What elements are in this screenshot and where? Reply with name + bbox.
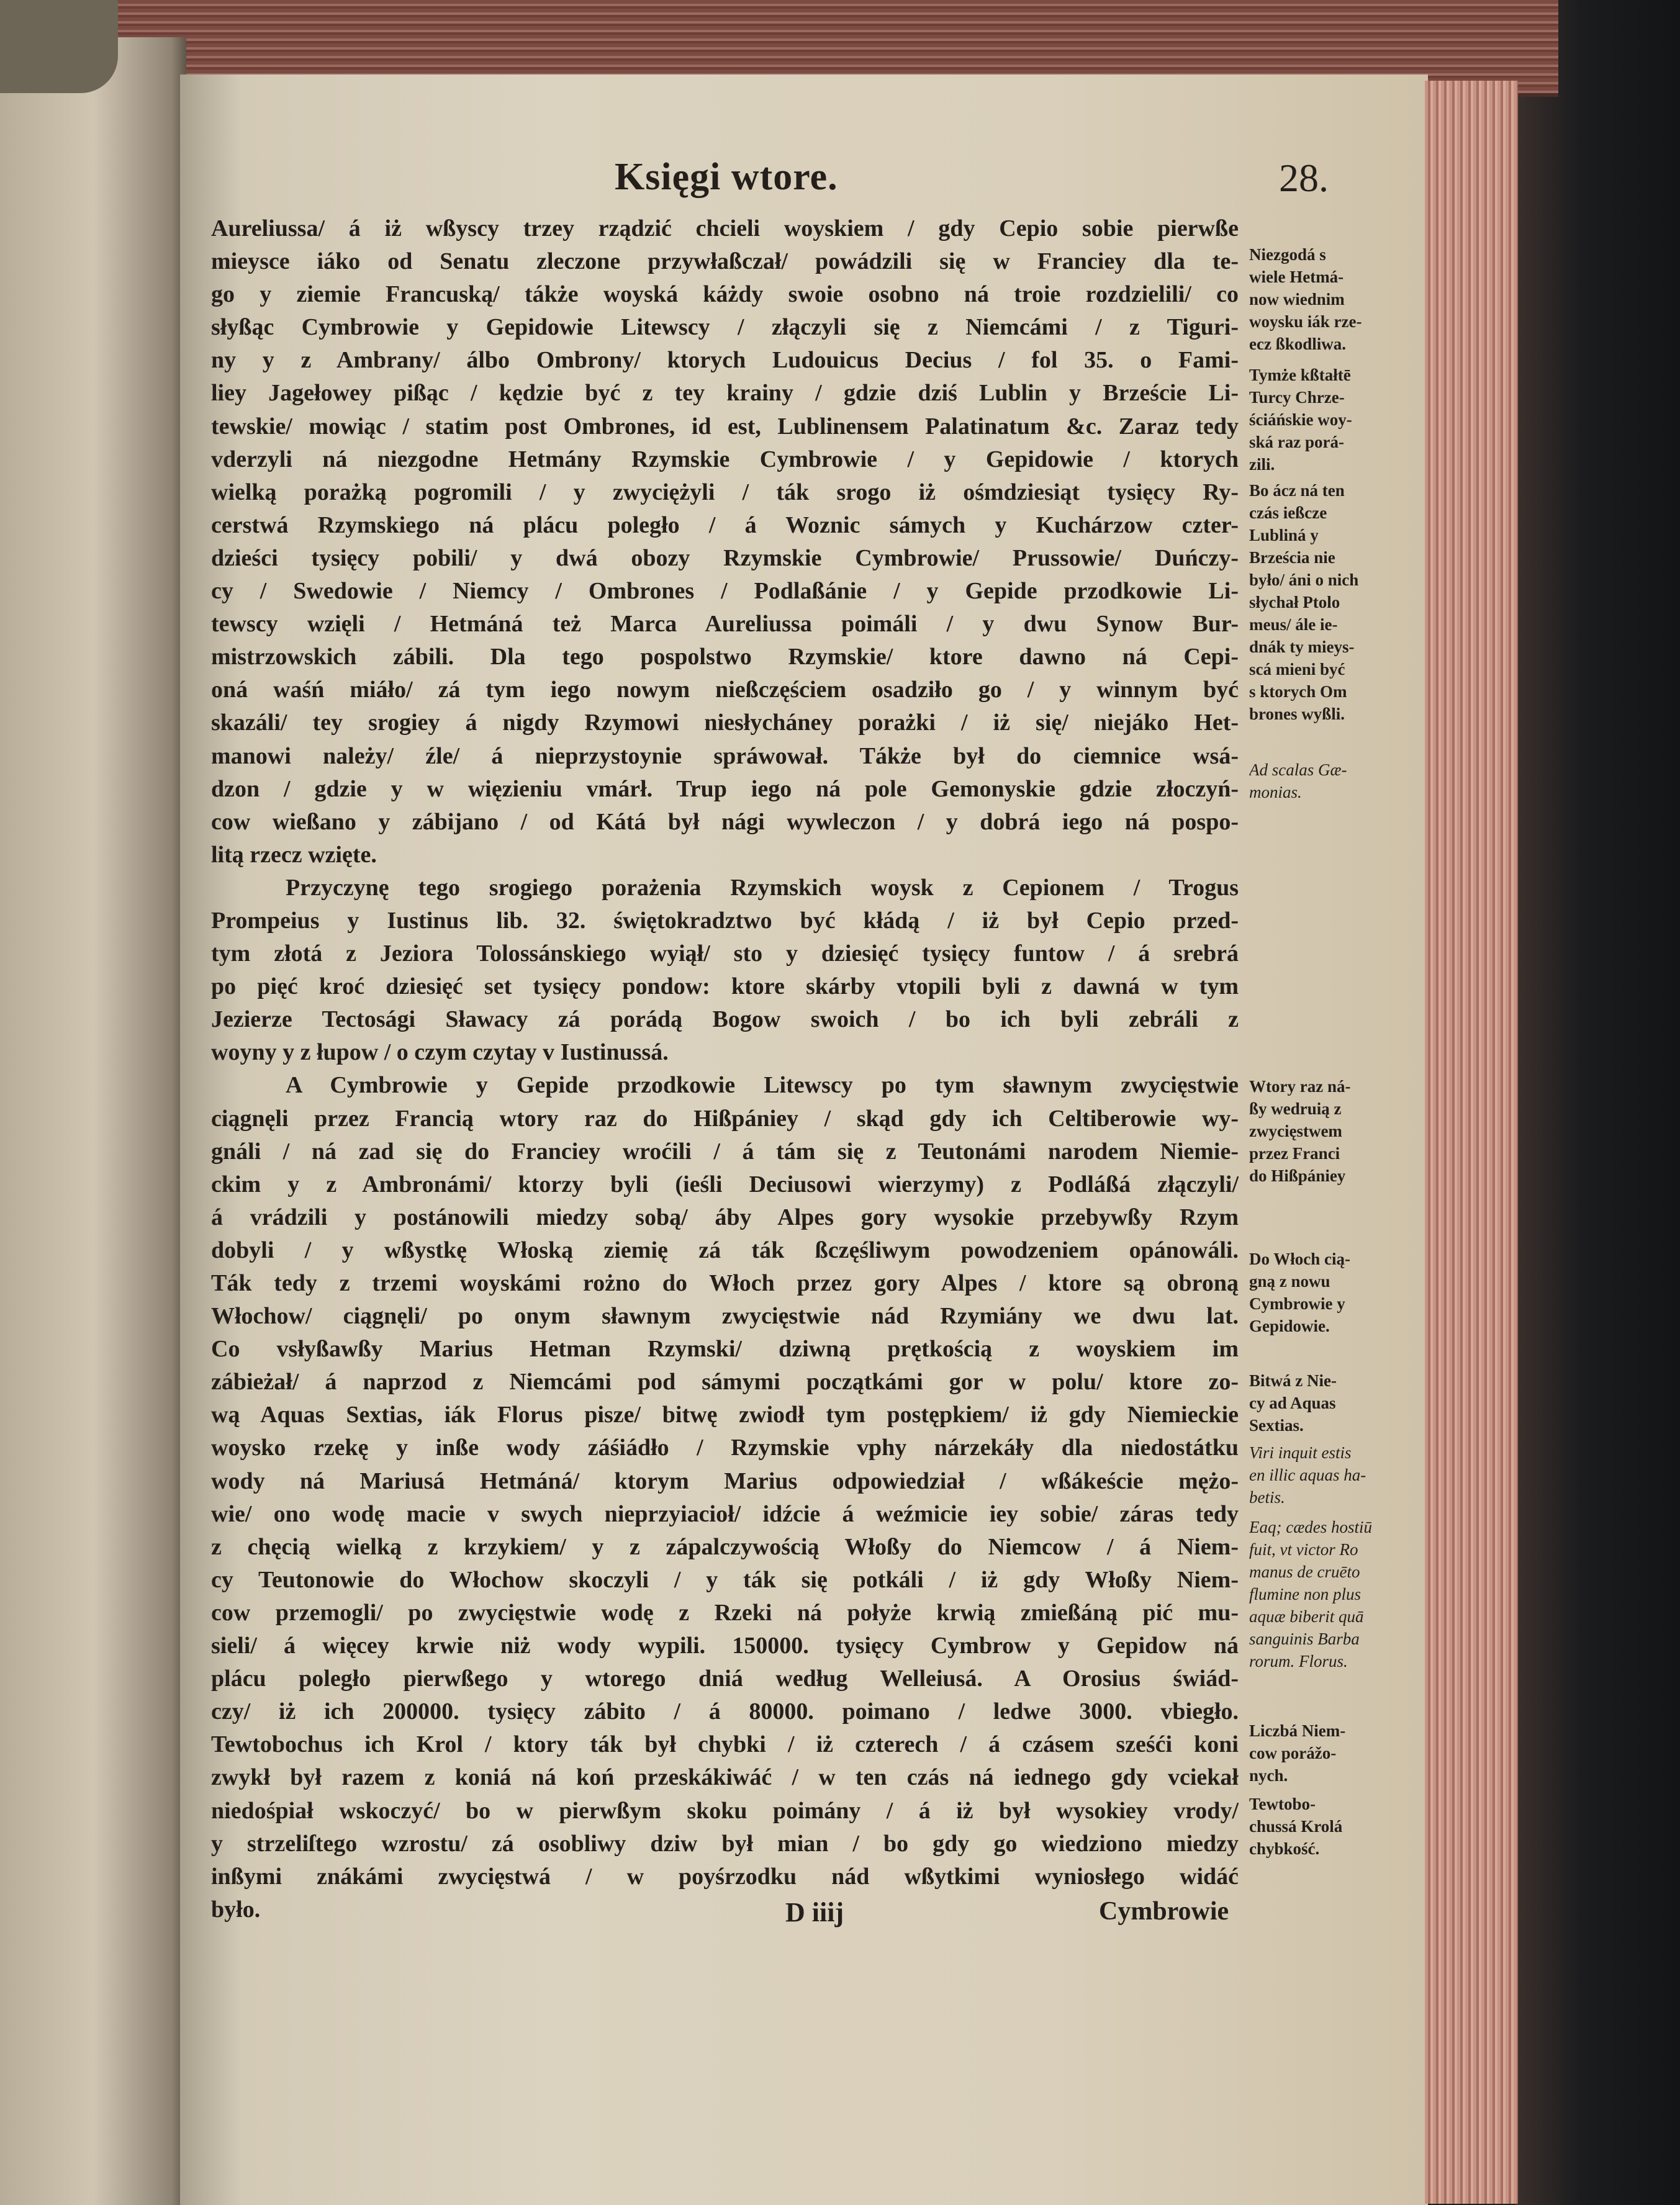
margin-note: [1249, 1793, 1407, 1860]
text-line: cy Teutonowie do Włochow skoczyli / y ták się potkáli / iż gdy Włoßy Niem-: [211, 1566, 1239, 1593]
margin-note-line: brones wyßli.: [1249, 705, 1345, 723]
margin-note-line: cy ad Aquas: [1249, 1394, 1336, 1412]
margin-note-line: sanguinis Barba: [1249, 1630, 1360, 1648]
text-line: gnáli / ná zad się do Franciey wroćili / á tám się z Teutonámi narodem Niemie-: [211, 1138, 1239, 1165]
text-line: skazáli/ tey srogiey á nigdy Rzymowi niesłycháney porażki / iż się/ niejáko Het-: [211, 710, 1239, 736]
text-line: liey Jagełowey pißąc / kędzie być z tey krainy / gdzie dziś Lublin y Brzeście Li-: [211, 380, 1239, 407]
margin-note: [1249, 759, 1407, 803]
text-line: mistrzowskich zábili. Dla tego pospolstwo Rzymskie/ ktore dawno ná Cepi-: [211, 644, 1239, 670]
margin-note-line: Viri inquit estis: [1249, 1443, 1352, 1462]
margin-note-line: Bitwá z Nie-: [1249, 1371, 1337, 1390]
text-line: wie/ ono wodę macie v swych nieprzyiacioł/ idźcie á weźmicie iey sobie/ záras tedy: [211, 1500, 1239, 1527]
text-line: Ták tedy z trzemi woyskámi rożno do Włoch przez gory Alpes / ktore są obroną: [211, 1270, 1239, 1296]
margin-note-line: ská raz porá-: [1249, 433, 1344, 451]
text-line: dobyli / y wßystkę Włoską ziemię zá ták ßczęśliwym powodzeniem opánowáli.: [211, 1237, 1239, 1263]
margin-note-line: ecz ßkodliwa.: [1249, 335, 1347, 353]
margin-note-line: rorum. Florus.: [1249, 1652, 1348, 1671]
margin-note-line: ściáńskie woy-: [1249, 410, 1352, 429]
text-line: A Cymbrowie y Gepide przodkowie Litewscy po tym sławnym zwycięstwie: [286, 1072, 1239, 1099]
margin-note-line: aquæ biberit quā: [1249, 1607, 1364, 1626]
text-line: Tewtobochus ich Krol / ktory ták był chybki / iż czterech / á czásem sześći koni: [211, 1731, 1239, 1758]
margin-note-line: manus de cruēto: [1249, 1562, 1360, 1581]
text-line: cy / Swedowie / Niemcy / Ombrones / Podlaßánie / y Gepide przodkowie Li-: [211, 578, 1239, 605]
margin-note-line: gną z nowu: [1249, 1272, 1330, 1291]
margin-note: [1249, 1369, 1407, 1436]
text-line: á vrádzili y postánowili miedzy sobą/ áby Alpes gory wysokie przebywßy Rzym: [211, 1204, 1239, 1230]
margin-note-line: przez Franci: [1249, 1144, 1340, 1163]
margin-note-line: Ad scalas Gæ-: [1249, 760, 1347, 779]
text-line: po pięć kroć dziesięć set tysięcy pondow: ktore skárby vtopili byli z dawná w tym: [211, 973, 1239, 1000]
text-line: zábieżał/ á naprzod z Niemcámi pod sámymi początkámi gor w polu/ ktore zo-: [211, 1369, 1239, 1396]
text-line: Włochow/ ciągnęli/ po onym sławnym zwycięstwie nád Rzymiány we dwu lat.: [211, 1303, 1239, 1330]
margin-note-line: było/ áni o nich: [1249, 570, 1359, 589]
page-number: 28.: [1279, 156, 1329, 200]
margin-note-line: Turcy Chrze-: [1249, 388, 1345, 407]
margin-note-line: woysku iák rze-: [1249, 312, 1362, 331]
margin-note-line: słychał Ptolo: [1249, 593, 1340, 611]
text-line: sieli/ á więcey krwie niż wody wypili. 150000. tysięcy Cymbrow y Gepidow ná: [211, 1633, 1239, 1659]
text-line: tym złotá z Jeziora Tolossánskiego wyiął/ sto y dziesięć tysięcy funtow / á srebrá: [211, 940, 1239, 967]
text-line: litą rzecz wzięte.: [211, 841, 377, 868]
text-line: zwykł był razem z koniá ná koń przeskákiwáć / w ten czás ná iednego gdy vciekał: [211, 1764, 1239, 1791]
margin-note-line: Tewtobo-: [1249, 1795, 1316, 1813]
signature-mark: D iiij: [785, 1897, 844, 1928]
margin-note-line: cow porážo-: [1249, 1744, 1337, 1762]
margin-note-line: chussá Krolá: [1249, 1817, 1343, 1836]
margin-note-line: czás ießcze: [1249, 503, 1327, 522]
text-line: y strzeliſtego wzrostu/ zá osobliwy dziw był mian / bo gdy go wiedziono miedzy: [211, 1830, 1239, 1857]
margin-note: [1249, 1516, 1407, 1672]
text-line: niedośpiał wskoczyć/ bo w pierwßym skoku poimány / á iż był wysokiey vrody/: [211, 1797, 1239, 1824]
text-line: słyßąc Cymbrowie y Gepidowie Litewscy / złączyli się z Niemcámi / z Tiguri-: [211, 314, 1239, 341]
text-line: vderzyli ná niezgodne Hetmány Rzymskie Cymbrowie / y Gepidowie / ktorych: [211, 446, 1239, 472]
catchword: Cymbrowie: [1099, 1897, 1229, 1926]
text-line: woysko rzekę y inße wody záśiádło / Rzymskie vphy nárzekáły dla niedostátku: [211, 1435, 1239, 1461]
margin-note-line: Eaq; cædes hostiū: [1249, 1518, 1372, 1536]
text-line: było.: [211, 1896, 261, 1923]
margin-note-line: Sextias.: [1249, 1416, 1304, 1435]
text-line: tewscy wzięli / Hetmáná też Marca Aureliussa poimáli / y dwu Synow Bur-: [211, 611, 1239, 638]
margin-note-line: now wiednim: [1249, 290, 1345, 309]
margin-note-line: zwycięstwem: [1249, 1122, 1342, 1140]
text-line: Co vsłyßawßy Marius Hetman Rzymski/ dziwną prętkością z woyskiem im: [211, 1336, 1239, 1363]
text-line: tewskie/ mowiąc / statim post Ombrones, id est, Lublinensem Palatinatum &c. Zaraz tedy: [211, 413, 1239, 440]
text-line: woyny y z łupow / o czym czytay v Iustinussá.: [211, 1039, 669, 1066]
margin-note-line: Tymże kßtałtē: [1249, 366, 1351, 384]
margin-note-line: Wtory raz ná-: [1249, 1077, 1351, 1096]
margin-note-line: meus/ ále ie-: [1249, 615, 1338, 634]
text-line: ckim y z Ambronámi/ ktorzy byli (ieśli Deciusowi wierzymy) z Podláßá złączyli/: [211, 1171, 1239, 1197]
margin-note-line: ßy wedruią z: [1249, 1099, 1342, 1118]
text-line: cow przemogli/ po zwycięstwie wodę z Rzeki ná połyże krwią zmießáną pić mu-: [211, 1599, 1239, 1626]
text-line: go y ziemie Francuską/ tákże woyská káżdy swoie osobno ná troie rozdzielili/ co: [211, 281, 1239, 308]
margin-note-line: dnák ty mieys-: [1249, 638, 1355, 656]
text-line: wody ná Mariusá Hetmáná/ ktorym Marius odpowiedział / wßákeście mężo-: [211, 1468, 1239, 1494]
page-block-edges: [1425, 81, 1518, 2204]
margin-note-line: s ktorych Om: [1249, 682, 1347, 701]
margin-note: [1249, 1075, 1407, 1187]
text-line: mieysce iáko od Senatu zleczone przywłaßczał/ powádzili się w Franciey dla te-: [211, 248, 1239, 275]
margin-note-line: wiele Hetmá-: [1249, 268, 1344, 286]
running-head: Księgi wtore.: [615, 156, 838, 198]
margin-note-line: Gepidowie.: [1249, 1317, 1330, 1335]
text-line: wą Aquas Sextias, iák Florus pisze/ bitwę zwiodł tym postępkiem/ iż gdy Niemieckie: [211, 1402, 1239, 1428]
book-cover-corner: [0, 0, 118, 93]
text-line: ny y z Ambrany/ álbo Ombrony/ ktorych Ludouicus Decius / fol 35. o Fami-: [211, 347, 1239, 374]
text-line: ciągnęli przez Francią wtory raz do Hißpániey / skąd gdy ich Celtiberowie wy-: [211, 1105, 1239, 1132]
text-line: cow wießano y zábijano / od Kátá był nági wywleczon / y dobrá iego ná pospo-: [211, 808, 1239, 835]
margin-note-line: zili.: [1249, 455, 1275, 474]
margin-note-line: Liczbá Niem-: [1249, 1721, 1346, 1740]
text-line: Prompeius y Iustinus lib. 32. świętokradztwo być kłádą / iż był Cepio przed-: [211, 907, 1239, 934]
margin-note-line: betis.: [1249, 1488, 1285, 1507]
text-line: Przyczynę tego srogiego porażenia Rzymskich woysk z Cepionem / Trogus: [286, 874, 1239, 901]
margin-note-line: Bo ácz ná ten: [1249, 481, 1345, 500]
margin-note: [1249, 1720, 1407, 1787]
text-line: wielką porażką pogromili / y zwyciężyli / ták srogo iż ośmdziesiąt tysięcy Ry-: [211, 479, 1239, 505]
text-line: Jezierze Tectosági Sławacy zá porádą Bogow swoich / bo ich byli zebráli z: [211, 1006, 1239, 1033]
margin-note-line: do Hißpániey: [1249, 1166, 1346, 1185]
margin-note-line: monias.: [1249, 783, 1302, 801]
text-line: z chęcią wielką z krzykiem/ y z zápalczywością Włoßy do Niemcow / á Niem-: [211, 1533, 1239, 1560]
margin-note-line: Brześcia nie: [1249, 548, 1335, 567]
text-line: plácu poległo pierwßego y wtorego dniá według Welleiusá. A Orosius świád-: [211, 1666, 1239, 1692]
text-line: inßymi znákámi zwycięstwá / w poyśrzodku nád wßytkimi wyniosłego widáć: [211, 1863, 1239, 1890]
left-page-edge: [0, 37, 186, 2205]
margin-note: [1249, 1248, 1407, 1337]
text-line: Aureliussa/ á iż wßyscy trzey rządzić chcieli woyskiem / gdy Cepio sobie pierwße: [211, 215, 1239, 241]
margin-note-line: Do Włoch cią-: [1249, 1250, 1350, 1268]
margin-note: [1249, 364, 1407, 476]
margin-note: [1249, 479, 1407, 725]
margin-note-line: Niezgodá s: [1249, 245, 1326, 264]
background: [1515, 0, 1680, 2205]
margin-note-line: Cymbrowie y: [1249, 1294, 1345, 1313]
text-line: cerstwá Rzymskiego ná plácu poległo / á Woznic sámych y Kuchárzow czter-: [211, 512, 1239, 538]
text-line: manowi należy/ źle/ á nieprzystoynie spráwował. Tákże był do ciemnice wsá-: [211, 742, 1239, 769]
margin-note-line: flumine non plus: [1249, 1585, 1361, 1603]
margin-note-line: en illic aquas ha-: [1249, 1466, 1366, 1484]
text-line: dzon / gdzie y w więzieniu vmárł. Trup iego ná pole Gemonyskie gdzie złoczyń-: [211, 775, 1239, 802]
margin-note-line: nych.: [1249, 1766, 1288, 1785]
margin-note-line: chybkość.: [1249, 1839, 1320, 1858]
margin-note-line: Lubliná y: [1249, 526, 1319, 544]
margin-note: [1249, 243, 1407, 355]
main-text: [211, 212, 1239, 1926]
text-line: oná waśń miáło/ zá tym iego nowym nießczęściem osadziło go / y winnym być: [211, 677, 1239, 703]
text-line: dzieści tysięcy pobili/ y dwá obozy Rzymskie Cymbrowie/ Prussowie/ Duńczy-: [211, 544, 1239, 571]
margin-note: [1249, 1441, 1407, 1508]
margin-note-line: fuit, vt victor Ro: [1249, 1540, 1358, 1559]
text-line: czy/ iż ich 200000. tysięcy zábito / á 80000. poimano / ledwe 3000. vbiegło.: [211, 1698, 1239, 1725]
margin-note-line: scá mieni być: [1249, 660, 1345, 679]
